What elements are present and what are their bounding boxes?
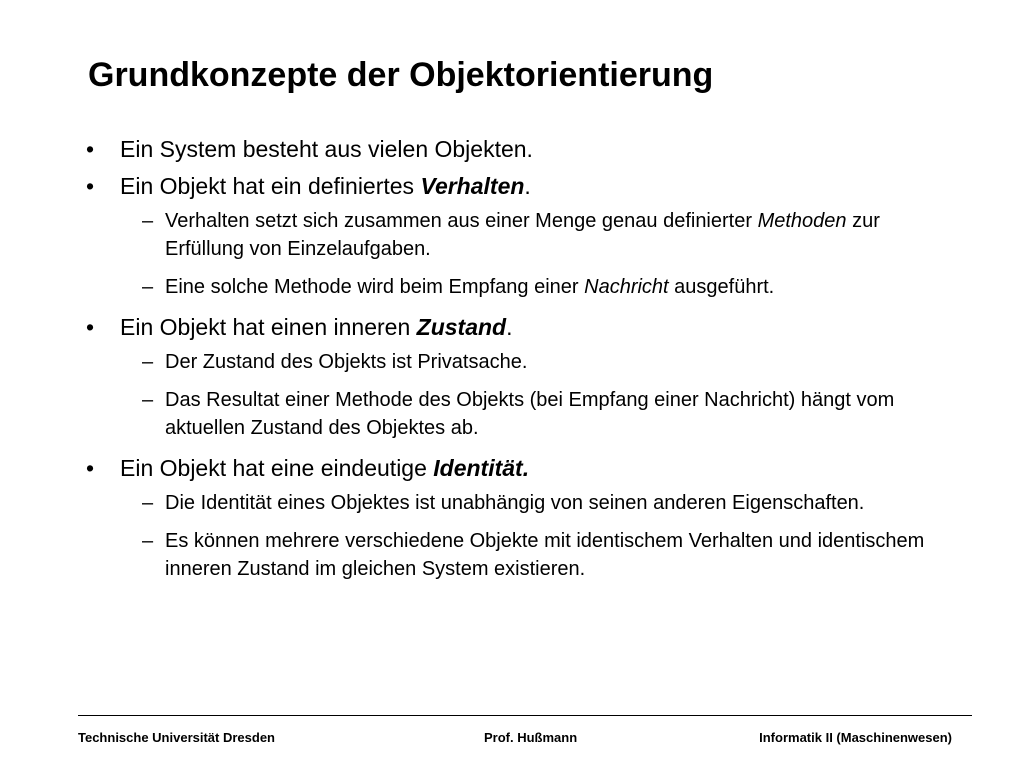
bullet-text: Ein System besteht aus vielen Objekten. — [120, 136, 533, 162]
sub-item-privatsache — [84, 348, 964, 376]
sub-text: Die Identität eines Objektes ist unabhängig von seinen anderen Eigenschaften. — [165, 492, 865, 514]
sub-item-resultat — [84, 386, 964, 442]
footer-divider — [78, 715, 972, 716]
dash-icon: – — [142, 351, 154, 373]
sub-emphasis: Nachricht — [584, 276, 669, 298]
bullet-item-verhalten — [84, 170, 964, 203]
sub-text: Es können mehrere verschiedene Objekte mit identischem Verhalten und identischem inneren Zustand im gleichen System existieren. — [165, 530, 925, 580]
dash-icon: – — [142, 276, 154, 298]
sub-text: Verhalten setzt sich zusammen aus einer Menge genau definierter — [165, 210, 758, 232]
dash-icon: – — [142, 530, 154, 552]
bullet-dot-icon: • — [86, 455, 95, 481]
bullet-text-end: . — [506, 314, 513, 340]
sub-emphasis: Methoden — [757, 210, 847, 232]
dash-icon: – — [142, 389, 154, 411]
bullet-dot-icon: • — [86, 136, 95, 162]
bullet-keyword: Zustand — [416, 314, 507, 340]
dash-icon: – — [142, 210, 154, 232]
bullet-item-system — [84, 133, 964, 166]
bullet-keyword: Verhalten — [420, 173, 525, 199]
dash-icon: – — [142, 492, 154, 514]
sub-text-end: zur Erfüllung von Einzelaufgaben. — [165, 210, 880, 260]
sub-text: Das Resultat einer Methode des Objekts (bei Empfang einer Nachricht) hängt vom aktuellen Zustand des Objektes ab. — [165, 389, 895, 439]
slide-content — [84, 133, 964, 593]
bullet-item-zustand — [84, 311, 964, 344]
sub-text-end: ausgeführt. — [668, 276, 775, 298]
slide-title: Grundkonzepte der Objektorientierung — [88, 56, 714, 94]
bullet-dot-icon: • — [86, 173, 95, 199]
bullet-dot-icon: • — [86, 314, 95, 340]
footer-author: Prof. Hußmann — [484, 730, 578, 745]
sub-item-mehrere-objekte — [84, 527, 964, 583]
bullet-item-identitaet — [84, 452, 964, 485]
sub-item-nachricht — [84, 273, 964, 301]
bullet-keyword: Identität. — [433, 455, 530, 481]
footer-university: Technische Universität Dresden — [78, 730, 275, 745]
sub-text: Der Zustand des Objekts ist Privatsache. — [165, 351, 528, 373]
footer-course: Informatik II (Maschinenwesen) — [759, 730, 952, 745]
bullet-text: Ein Objekt hat eine eindeutige — [120, 455, 434, 481]
bullet-text: Ein Objekt hat ein definiertes — [120, 173, 421, 199]
sub-item-methoden — [84, 207, 964, 263]
sub-item-unabhaengig — [84, 489, 964, 517]
bullet-text-end: . — [524, 173, 531, 199]
sub-text: Eine solche Methode wird beim Empfang einer — [165, 276, 585, 298]
bullet-text: Ein Objekt hat einen inneren — [120, 314, 417, 340]
